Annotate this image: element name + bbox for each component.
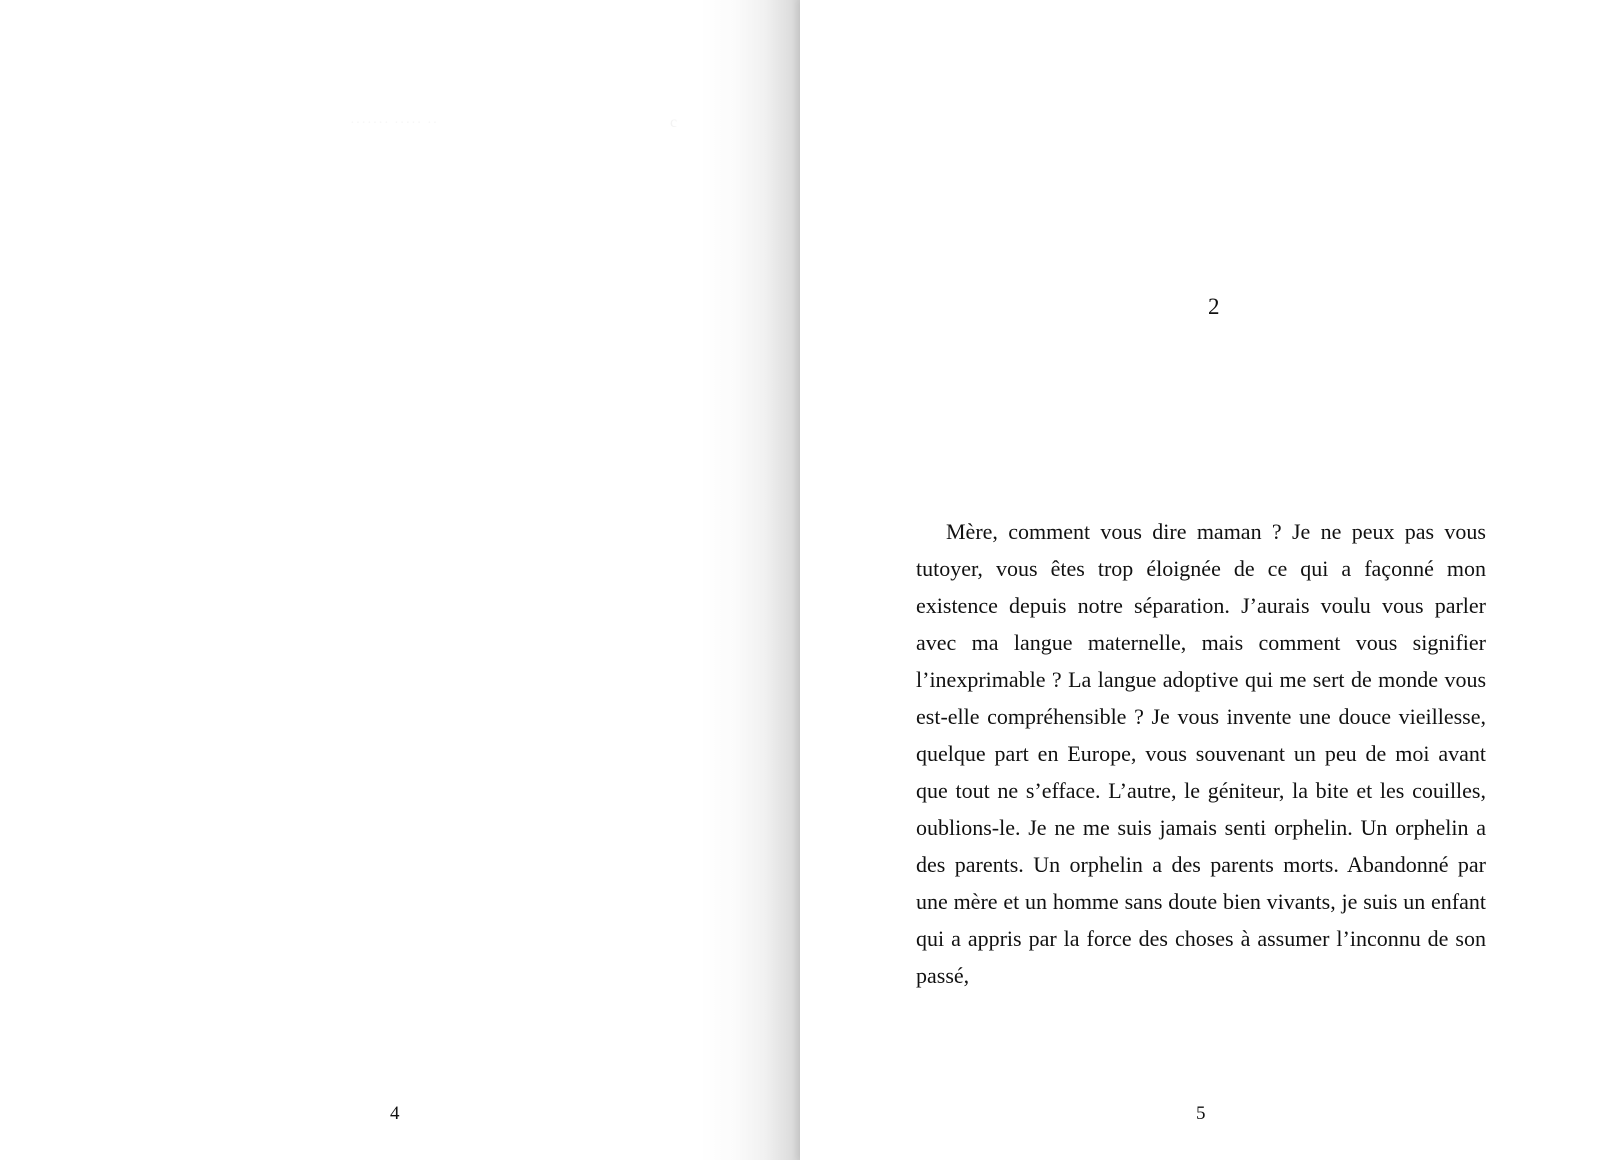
body-paragraph: Mère, comment vous dire maman ? Je ne peux pas vous tutoyer, vous êtes trop éloignée de ce qui a façonné mon existence depuis notre séparation. J’aurais voulu vous parler avec ma langue maternelle, mais comment vous signifier l’inexprimable ? La langue adoptive qui me sert de monde vous est-elle compréhensible ? Je vous invente une douce vieillesse, quelque part en Europe, vous souvenant un peu de moi avant que tout ne s’efface. L’autre, le géniteur, la bite et les couilles, oublions-le. Je ne me suis jamais senti orphelin. Un orphelin a des parents. Un orphelin a des parents morts. Abandonné par une mère et un homme sans doute bien vivants, je suis un enfant qui a appris par la force des choses à assumer l’inconnu de son passé, xyxy=(916,519,1486,988)
faint-show-through-mark: c xyxy=(670,114,678,131)
chapter-number: 2 xyxy=(1208,294,1220,319)
page-number-left: 4 xyxy=(390,1103,400,1124)
faint-show-through-text: ······· ····· ·· xyxy=(350,116,439,131)
page-number-right: 5 xyxy=(1196,1103,1206,1124)
